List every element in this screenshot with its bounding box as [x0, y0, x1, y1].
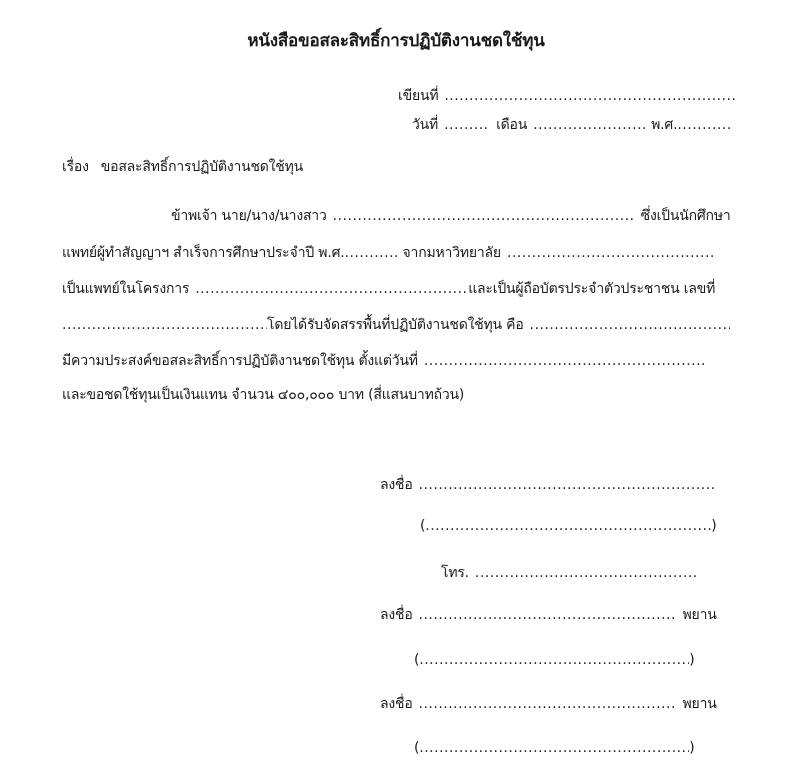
year-field[interactable]: [677, 115, 733, 135]
close-paren: ): [689, 652, 695, 668]
witness-1-printed-name-field[interactable]: [419, 650, 689, 670]
phone-row: [441, 563, 697, 583]
university-field[interactable]: [507, 243, 713, 263]
applicant-name-field[interactable]: [333, 206, 635, 226]
witness-2-signature-field[interactable]: [419, 694, 677, 714]
waiver-start-date-field[interactable]: [424, 351, 706, 371]
witness-2-signature-row: [380, 694, 717, 714]
witness-1-signature-row: [380, 605, 717, 625]
year-label: พ.ศ.: [651, 117, 678, 133]
body-line-4: [62, 315, 730, 335]
open-paren: (: [414, 652, 420, 668]
compensation-statement: และขอชดใช้ทุนเป็นเงินแทน จำนวน ๔๐๐,๐๐๐ บาท (สี่แสนบาทถ้วน): [62, 387, 465, 403]
subject-label: เรื่อง: [62, 159, 89, 175]
open-paren: (: [414, 740, 420, 756]
waiver-start-label: มีความประสงค์ขอสละสิทธิ์การปฏิบัติงานชดใช้ทุน ตั้งแต่วันที่: [62, 353, 418, 369]
written-at-label: เขียนที่: [398, 88, 439, 104]
written-at-field[interactable]: [444, 86, 736, 106]
sign-label: ลงชื่อ: [380, 696, 413, 712]
subject-text: ขอสละสิทธิ์การปฏิบัติงานชดใช้ทุน: [100, 159, 304, 175]
body-line-5: [62, 351, 706, 371]
university-label: จากมหาวิทยาลัย: [402, 245, 501, 261]
id-card-label: และเป็นผู้ถือบัตรประจำตัวประชาชน เลขที่: [468, 281, 716, 297]
witness-label: พยาน: [682, 696, 717, 712]
graduation-year-label: แพทย์ผู้ทำสัญญาฯ สำเร็จการศึกษาประจำปี พ.ศ.: [62, 245, 345, 261]
close-paren: ): [711, 518, 717, 534]
close-paren: ): [689, 740, 695, 756]
body-line-3: [62, 279, 715, 299]
id-number-field[interactable]: [62, 315, 267, 335]
date-label: วันที่: [412, 117, 439, 133]
phone-label: โทร.: [441, 565, 469, 581]
subject-row: [62, 157, 303, 177]
witness-label: พยาน: [682, 607, 717, 623]
applicant-signature-row: [380, 475, 715, 495]
date-row: [412, 115, 733, 135]
sign-label: ลงชื่อ: [380, 477, 413, 493]
body-line-6: [62, 385, 464, 405]
body-line-2: [62, 243, 713, 263]
body-line-1: [171, 206, 731, 226]
written-at-row: [398, 86, 736, 106]
day-field[interactable]: [444, 115, 490, 135]
sign-label: ลงชื่อ: [380, 607, 413, 623]
witness-1-signature-field[interactable]: [419, 605, 677, 625]
assigned-area-label: โดยได้รับจัดสรรพื้นที่ปฏิบัติงานชดใช้ทุน คือ: [267, 317, 524, 333]
open-paren: (: [420, 518, 426, 534]
student-text: ซึ่งเป็นนักศึกษา: [640, 208, 731, 224]
applicant-printed-name-row: [420, 516, 717, 536]
project-field[interactable]: [195, 279, 468, 299]
project-label: เป็นแพทย์ในโครงการ: [62, 281, 190, 297]
assigned-area-field[interactable]: [530, 315, 730, 335]
month-label: เดือน: [496, 117, 528, 133]
phone-field[interactable]: [475, 563, 697, 583]
witness-1-printed-name-row: [414, 650, 695, 670]
graduation-year-field[interactable]: [345, 243, 397, 263]
document-title: หนังสือขอสละสิทธิ์การปฏิบัติงานชดใช้ทุน: [247, 31, 545, 51]
witness-2-printed-name-row: [414, 738, 695, 758]
applicant-signature-field[interactable]: [419, 475, 715, 495]
witness-2-printed-name-field[interactable]: [419, 738, 689, 758]
applicant-printed-name-field[interactable]: [425, 516, 711, 536]
applicant-prefix: ข้าพเจ้า นาย/นาง/นางสาว: [171, 208, 327, 224]
month-field[interactable]: [533, 115, 645, 135]
